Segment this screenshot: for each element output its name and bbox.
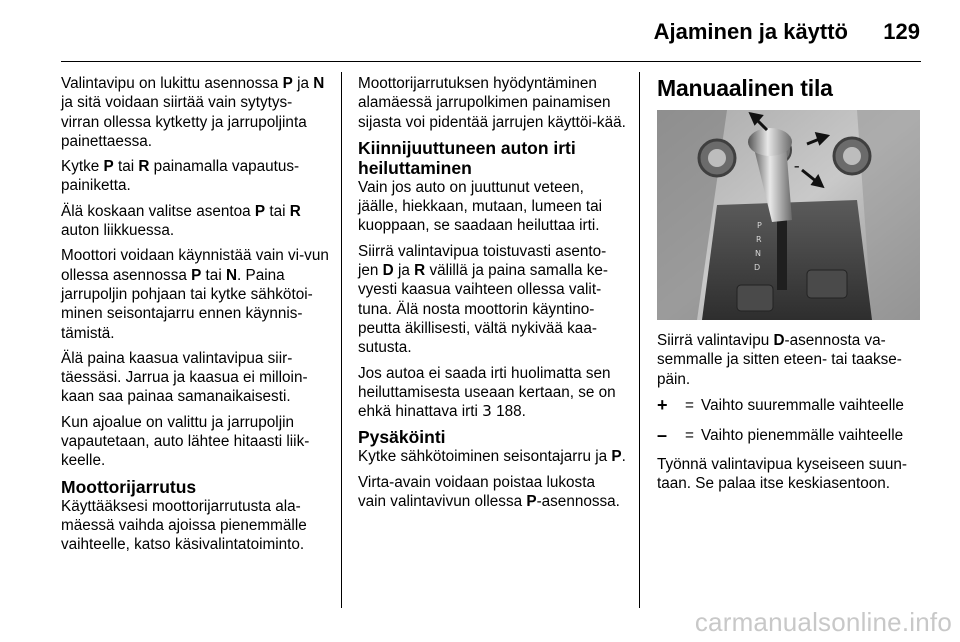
- paragraph: Moottorijarrutuksen hyödyntäminen alamäessä jarrupolkimen painamisen sijasta voi pidentää jarrujen käyttöi-kää.: [358, 75, 626, 131]
- legend-text: Vaihto pienemmälle vaihteelle: [701, 427, 904, 445]
- section-title-manual-mode: Manuaalinen tila: [657, 75, 833, 101]
- legend-equals: =: [685, 427, 694, 445]
- column-divider-2: [639, 72, 640, 608]
- paragraph: Siirrä valintavipu D-asennosta va-semmalle ja sitten eteen- tai taakse-päin.: [657, 332, 902, 388]
- watermark: carmanualsonline.info: [694, 607, 952, 637]
- column-1: [61, 74, 329, 561]
- plus-icon: +: [657, 395, 668, 416]
- section-heading-parking: Pysäköinti: [358, 427, 446, 448]
- paragraph: Älä koskaan valitse asentoa P tai R auton liikkuessa.: [61, 202, 301, 240]
- paragraph: Jos autoa ei saada irti huolimatta sen heiluttamisesta useaan kertaan, se on ehkä hinattava irti 3 188.: [358, 364, 616, 421]
- gear-selector-photo-icon: [657, 110, 920, 320]
- paragraph: Kytke sähkötoiminen seisontajarru ja P.: [358, 448, 626, 466]
- header-rule: [61, 61, 921, 62]
- column-3-text: [657, 331, 925, 499]
- svg-text:P: P: [757, 221, 762, 230]
- paragraph: Käyttääksesi moottorijarrutusta ala-mäessä vaihda ajoissa pienemmälle vaihteelle, katso käsivalintatoiminto.: [61, 497, 307, 554]
- legend-equals: =: [685, 397, 694, 415]
- paragraph: Valintavipu on lukittu asennossa P ja N ja sitä voidaan siirtää vain sytytys-virran ollessa kytketty ja jarrupoljinta painettaessa.: [61, 75, 325, 150]
- paragraph: Älä paina kaasua valintavipua siir-täessäsi. Jarrua ja kaasua ei milloin-kaan saa painaa samanaikaisesti.: [61, 349, 308, 406]
- minus-icon: –: [657, 425, 668, 446]
- svg-text:D: D: [754, 263, 761, 272]
- legend-row-downshift: [657, 425, 925, 447]
- paragraph: Kytke P tai R painamalla vapautus-painiketta.: [61, 158, 300, 195]
- gear-selector-illustration: [657, 110, 920, 320]
- chapter-title: Ajaminen ja käyttö: [653, 19, 848, 44]
- section-heading-engine-braking: Moottorijarrutus: [61, 476, 197, 497]
- paragraph: Virta-avain voidaan poistaa lukosta vain valintavivun ollessa P-asennossa.: [358, 473, 620, 511]
- column-3: [657, 74, 925, 102]
- page-number: 129: [883, 19, 920, 44]
- svg-text:R: R: [756, 235, 762, 244]
- paragraph: Työnnä valintavipua kyseiseen suun-taan. Se palaa itse keskiasentoon.: [657, 455, 908, 493]
- paragraph: Moottori voidaan käynnistää vain vi-vun ollessa asennossa P tai N. Paina jarrupoljin pohjaan tai kytke sähkötoi-minen seisontajarru ennen käynnis-tämistä.: [61, 247, 329, 342]
- legend-text: Vaihto suuremmalle vaihteelle: [701, 397, 904, 415]
- svg-text:–: –: [794, 160, 800, 173]
- column-2: [358, 74, 626, 517]
- paragraph: Siirrä valintavipua toistuvasti asento-jen D ja R välillä ja paina samalla ke-vyesti kaasua vaihteen ollessa valit-tuna. Älä nosta moottorin käyntino-peutta äkillisesti, vältä nykivää kaa-sutusta.: [358, 242, 609, 357]
- paragraph: Kun ajoalue on valittu ja jarrupoljin vapautetaan, auto lähtee hitaasti liik-keelle.: [61, 413, 310, 470]
- page-reference-arrow-icon: 3: [482, 402, 492, 421]
- section-heading-rocking: Kiinnijuuttuneen auton irti heiluttaminen: [358, 137, 576, 178]
- column-divider-1: [341, 72, 342, 608]
- page-header: [0, 0, 960, 60]
- paragraph: Vain jos auto on juuttunut veteen, jäälle, hiekkaan, mutaan, lumeen tai kuoppaan, se saadaan heiluttaa irti.: [358, 178, 603, 235]
- svg-text:N: N: [755, 249, 761, 258]
- legend-row-upshift: [657, 395, 925, 417]
